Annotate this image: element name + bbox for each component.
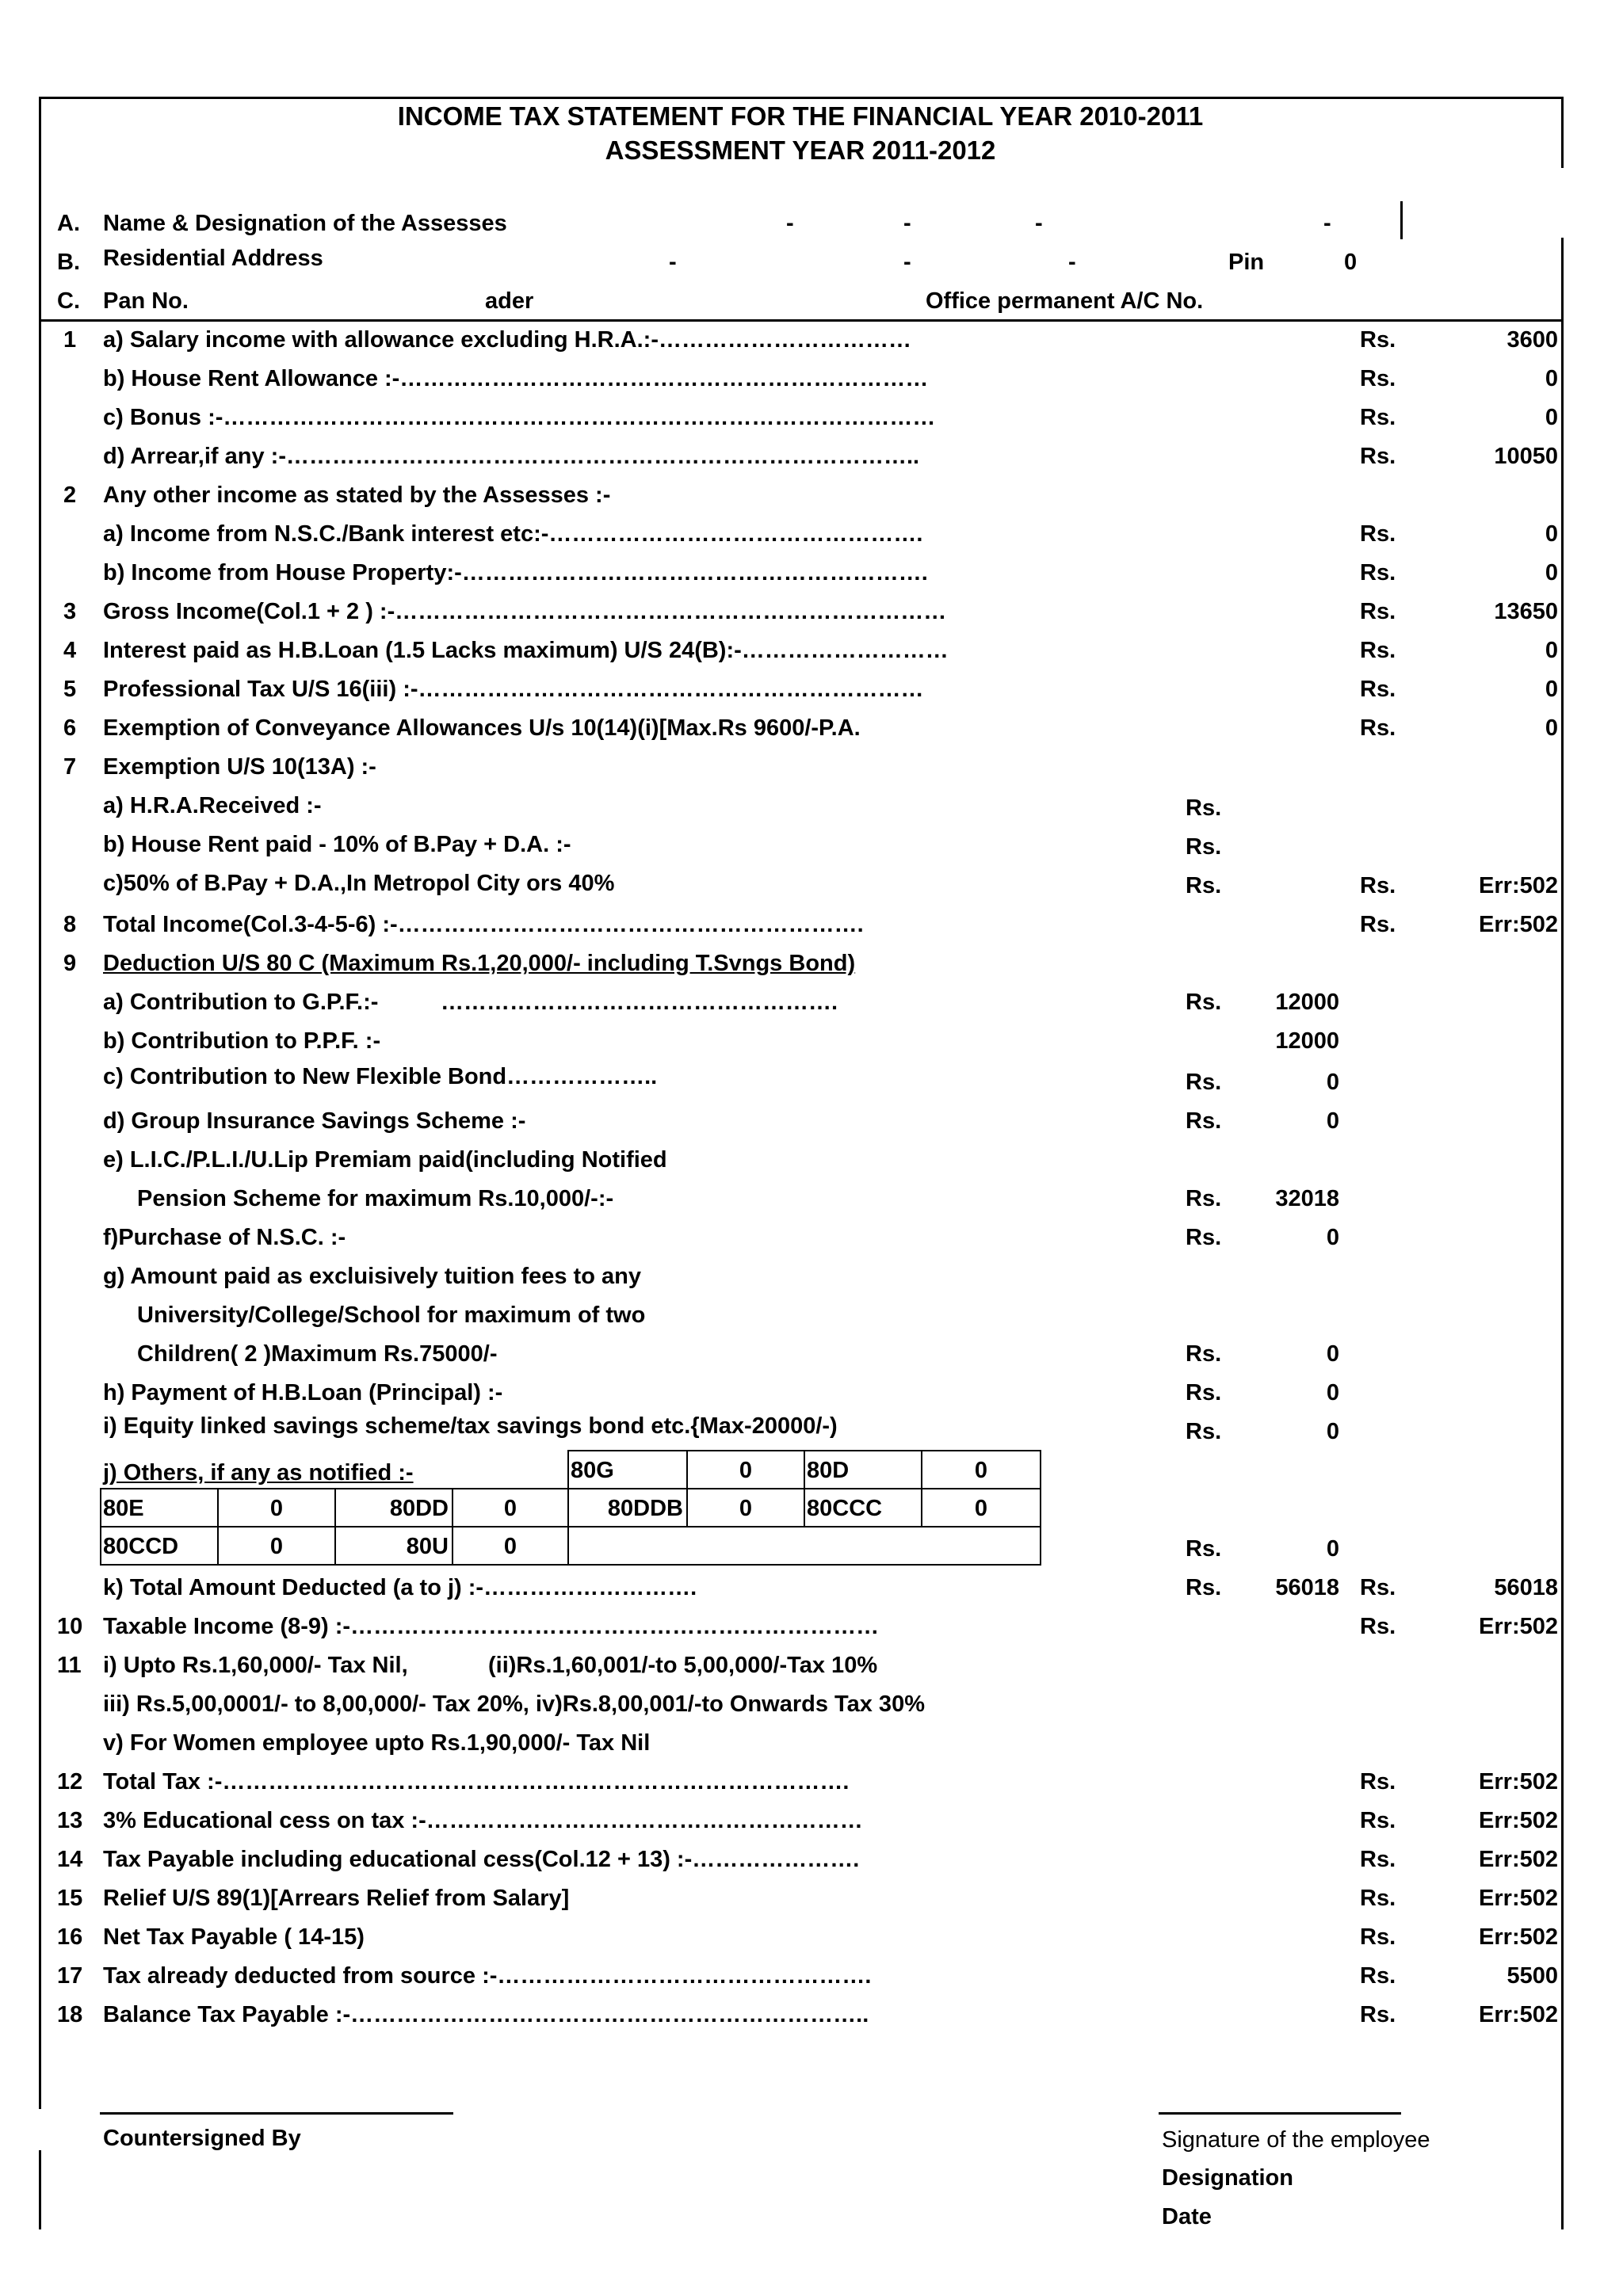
tuition-label: g) Amount paid as excluisively tuition fees to any xyxy=(103,1264,641,1289)
pan-value: ader xyxy=(485,288,534,314)
others-table-row3 xyxy=(100,1526,1041,1566)
section-b-letter: B. xyxy=(57,250,80,275)
others-cell: 80DD xyxy=(336,1489,453,1527)
gpf-value: 12000 xyxy=(1275,990,1339,1015)
hra-value: 0 xyxy=(1545,366,1558,391)
tax-payable-value: Err:502 xyxy=(1479,1847,1558,1872)
dash: - xyxy=(669,250,677,275)
others-cell: 80U xyxy=(336,1527,453,1566)
hb-loan-interest-label: Interest paid as H.B.Loan (1.5 Lacks maximum) U/S 24(B):-……………………… xyxy=(103,638,949,663)
currency-label: Rs. xyxy=(1360,1886,1396,1911)
row-number: 5 xyxy=(63,677,77,702)
nsc-purchase-label: f)Purchase of N.S.C. :- xyxy=(103,1225,346,1250)
currency-label: Rs. xyxy=(1360,1963,1396,1989)
others-cell: 0 xyxy=(688,1451,805,1489)
total-tax-label: Total Tax :-………………………………………………………………………. xyxy=(103,1769,850,1794)
group-insurance-value: 0 xyxy=(1326,1108,1339,1134)
dash: - xyxy=(1035,211,1043,236)
signature-label: Signature of the employee xyxy=(1162,2127,1430,2153)
row-number: 7 xyxy=(63,754,77,780)
deduction-80c-heading: Deduction U/S 80 C (Maximum Rs.1,20,000/- including T.Svngs Bond) xyxy=(103,951,856,976)
tuition-label-2: University/College/School for maximum of two xyxy=(137,1302,646,1328)
others-cell: 0 xyxy=(453,1489,569,1527)
currency-label: Rs. xyxy=(1186,795,1222,821)
currency-label: Rs. xyxy=(1360,521,1396,547)
section-c-letter: C. xyxy=(57,288,80,314)
pan-label: Pan No. xyxy=(103,288,189,314)
metro-value: Err:502 xyxy=(1479,873,1558,898)
others-cell: 80CCD xyxy=(101,1527,219,1566)
total-tax-value: Err:502 xyxy=(1479,1769,1558,1794)
row-number: 14 xyxy=(57,1847,83,1872)
currency-label: Rs. xyxy=(1360,560,1396,585)
currency-label: Rs. xyxy=(1360,677,1396,702)
row-number: 11 xyxy=(57,1653,82,1678)
row-number: 4 xyxy=(63,638,77,663)
others-cell: 0 xyxy=(219,1527,336,1566)
dash: - xyxy=(903,211,911,236)
arrear-label: d) Arrear,if any :-……………………………………………………………………….. xyxy=(103,444,920,469)
header-rule xyxy=(39,319,1564,322)
education-cess-label: 3% Educational cess on tax :-………………………………………………… xyxy=(103,1808,863,1833)
balance-tax-value: Err:502 xyxy=(1479,2002,1558,2027)
name-designation-label: Name & Designation of the Assesses xyxy=(103,211,507,236)
currency-label: Rs. xyxy=(1360,1575,1396,1600)
tax-payable-label: Tax Payable including educational cess(Col.12 + 13) :-…………………. xyxy=(103,1847,860,1872)
top-border xyxy=(39,97,1564,99)
right-border xyxy=(1561,238,1564,2229)
page-subtitle: ASSESSMENT YEAR 2011-2012 xyxy=(605,135,996,165)
education-cess-value: Err:502 xyxy=(1479,1808,1558,1833)
tuition-label-3: Children( 2 )Maximum Rs.75000/- xyxy=(137,1341,498,1367)
conveyance-value: 0 xyxy=(1545,715,1558,741)
page-title: INCOME TAX STATEMENT FOR THE FINANCIAL YEAR 2010-2011 xyxy=(397,101,1204,131)
header-divider-a xyxy=(1400,201,1403,239)
row-number: 3 xyxy=(63,599,77,624)
others-cell: 80CCC xyxy=(805,1489,922,1527)
others-label: j) Others, if any as notified :- xyxy=(103,1460,414,1486)
others-cell: 0 xyxy=(219,1489,336,1527)
currency-label: Rs. xyxy=(1360,2002,1396,2027)
rent-paid-label: b) House Rent paid - 10% of B.Pay + D.A. :- xyxy=(103,832,571,857)
row-number: 1 xyxy=(63,327,77,353)
group-insurance-label: d) Group Insurance Savings Scheme :- xyxy=(103,1108,526,1134)
gross-income-label: Gross Income(Col.1 + 2 ) :-……………………………………………………………… xyxy=(103,599,947,624)
elss-value: 0 xyxy=(1326,1419,1339,1444)
elss-label: i) Equity linked savings scheme/tax savings bond etc.{Max-20000/-) xyxy=(103,1413,838,1439)
metro-label: c)50% of B.Pay + D.A.,In Metropol City ors 40% xyxy=(103,871,615,896)
currency-label: Rs. xyxy=(1360,599,1396,624)
arrear-value: 10050 xyxy=(1494,444,1558,469)
relief-label: Relief U/S 89(1)[Arrears Relief from Salary] xyxy=(103,1886,570,1911)
taxable-income-value: Err:502 xyxy=(1479,1614,1558,1639)
others-cell: 0 xyxy=(974,1458,988,1483)
currency-label: Rs. xyxy=(1360,366,1396,391)
currency-label: Rs. xyxy=(1360,444,1396,469)
hra-label: b) House Rent Allowance :-…………………………………………………………… xyxy=(103,366,929,391)
others-cell: 0 xyxy=(453,1527,569,1566)
total-deducted-label: k) Total Amount Deducted (a to j) :-………………………. xyxy=(103,1575,697,1600)
nsc-interest-label: a) Income from N.S.C./Bank interest etc:-…………………………………………. xyxy=(103,521,923,547)
row-number: 13 xyxy=(57,1808,83,1833)
tds-label: Tax already deducted from source :-…………………………………………. xyxy=(103,1963,872,1989)
gpf-label: a) Contribution to G.P.F.:- xyxy=(103,990,379,1015)
dash: - xyxy=(903,250,911,275)
net-tax-label: Net Tax Payable ( 14-15) xyxy=(103,1924,365,1950)
nsc-purchase-value: 0 xyxy=(1326,1225,1339,1250)
house-property-label: b) Income from House Property:-……………………………………………………. xyxy=(103,560,928,585)
ppf-value: 12000 xyxy=(1275,1028,1339,1054)
row-number: 12 xyxy=(57,1769,83,1794)
bonus-value: 0 xyxy=(1545,405,1558,430)
tuition-value: 0 xyxy=(1326,1341,1339,1367)
balance-tax-label: Balance Tax Payable :-………………………………………………………….. xyxy=(103,2002,869,2027)
others-cell: 0 xyxy=(974,1496,988,1521)
row-number: 10 xyxy=(57,1614,83,1639)
currency-label: Rs. xyxy=(1186,1108,1222,1134)
currency-label: Rs. xyxy=(1360,873,1396,898)
dash: - xyxy=(786,211,794,236)
currency-label: Rs. xyxy=(1186,834,1222,860)
office-account-label: Office permanent A/C No. xyxy=(926,288,1204,314)
currency-label: Rs. xyxy=(1186,1070,1222,1095)
dash: - xyxy=(1068,250,1076,275)
taxable-income-label: Taxable Income (8-9) :-…………………………………………………………… xyxy=(103,1614,880,1639)
currency-label: Rs. xyxy=(1186,1536,1222,1562)
currency-label: Rs. xyxy=(1360,1808,1396,1833)
net-tax-value: Err:502 xyxy=(1479,1924,1558,1950)
currency-label: Rs. xyxy=(1186,1380,1222,1405)
currency-label: Rs. xyxy=(1186,990,1222,1015)
others-cell: 80D xyxy=(805,1451,922,1489)
conveyance-label: Exemption of Conveyance Allowances U/s 10(14)(i)[Max.Rs 9600/-P.A. xyxy=(103,715,861,741)
others-cell: 0 xyxy=(688,1489,805,1527)
lic-label: e) L.I.C./P.L.I./U.Lip Premiam paid(including Notified xyxy=(103,1147,667,1173)
house-property-value: 0 xyxy=(1545,560,1558,585)
lic-value: 32018 xyxy=(1275,1186,1339,1211)
hb-principal-value: 0 xyxy=(1326,1380,1339,1405)
total-deducted-mid: 56018 xyxy=(1275,1575,1339,1600)
currency-label: Rs. xyxy=(1360,405,1396,430)
exemption-label: Exemption U/S 10(13A) :- xyxy=(103,754,376,780)
hb-loan-interest-value: 0 xyxy=(1545,638,1558,663)
tds-value: 5500 xyxy=(1507,1963,1558,1989)
row-number: 8 xyxy=(63,912,77,937)
professional-tax-value: 0 xyxy=(1545,677,1558,702)
bonus-label: c) Bonus :-………………………………………………………………………………… xyxy=(103,405,936,430)
left-border xyxy=(39,97,41,2109)
flexible-bond-label: c) Contribution to New Flexible Bond……………….. xyxy=(103,1064,658,1089)
row-number: 6 xyxy=(63,715,77,741)
signature-line xyxy=(1159,2112,1401,2115)
pin-label: Pin xyxy=(1228,250,1265,275)
currency-label: Rs. xyxy=(1186,1419,1222,1444)
row-number: 15 xyxy=(57,1886,83,1911)
hb-principal-label: h) Payment of H.B.Loan (Principal) :- xyxy=(103,1380,503,1405)
gpf-dots: ……………………………………………. xyxy=(441,990,838,1015)
row-number: 9 xyxy=(63,951,77,976)
residential-address-label: Residential Address xyxy=(103,246,323,271)
total-income-value: Err:502 xyxy=(1479,912,1558,937)
flexible-bond-value: 0 xyxy=(1326,1070,1339,1095)
currency-label: Rs. xyxy=(1360,1924,1396,1950)
currency-label: Rs. xyxy=(1186,873,1222,898)
professional-tax-label: Professional Tax U/S 16(iii) :-………………………………………………………… xyxy=(103,677,924,702)
others-table-row2 xyxy=(100,1488,1041,1527)
currency-label: Rs. xyxy=(1360,912,1396,937)
salary-income-label: a) Salary income with allowance excluding H.R.A.:-…………………………… xyxy=(103,327,911,353)
slab-women-label: v) For Women employee upto Rs.1,90,000/- Tax Nil xyxy=(103,1730,651,1756)
currency-label: Rs. xyxy=(1360,1614,1396,1639)
currency-label: Rs. xyxy=(1186,1186,1222,1211)
gross-income-value: 13650 xyxy=(1494,599,1558,624)
countersigned-label: Countersigned By xyxy=(103,2126,301,2151)
others-cell: 80G xyxy=(569,1451,688,1489)
nsc-interest-value: 0 xyxy=(1545,521,1558,547)
salary-income-value: 3600 xyxy=(1507,327,1558,353)
slab-3-label: iii) Rs.5,00,0001/- to 8,00,000/- Tax 20%, iv)Rs.8,00,001/-to Onwards Tax 30% xyxy=(103,1691,925,1717)
pin-value: 0 xyxy=(1344,250,1358,275)
others-cell: 80DDB xyxy=(569,1489,688,1527)
countersign-line xyxy=(100,2112,453,2115)
relief-value: Err:502 xyxy=(1479,1886,1558,1911)
slab-2-label: (ii)Rs.1,60,001/-to 5,00,000/-Tax 10% xyxy=(488,1653,878,1678)
section-a-letter: A. xyxy=(57,211,80,236)
total-income-label: Total Income(Col.3-4-5-6) :-……………………………………………………. xyxy=(103,912,864,937)
currency-label: Rs. xyxy=(1360,1769,1396,1794)
date-label: Date xyxy=(1162,2204,1212,2229)
designation-label: Designation xyxy=(1162,2165,1293,2191)
ppf-label: b) Contribution to P.P.F. :- xyxy=(103,1028,381,1054)
currency-label: Rs. xyxy=(1186,1341,1222,1367)
others-value: 0 xyxy=(1326,1536,1339,1562)
dash: - xyxy=(1323,211,1331,236)
slab-1-label: i) Upto Rs.1,60,000/- Tax Nil, xyxy=(103,1653,408,1678)
hra-received-label: a) H.R.A.Received :- xyxy=(103,793,322,818)
others-cell: 80E xyxy=(101,1489,219,1527)
currency-label: Rs. xyxy=(1360,327,1396,353)
others-table-row1 xyxy=(567,1450,1041,1489)
total-deducted-value: 56018 xyxy=(1494,1575,1558,1600)
currency-label: Rs. xyxy=(1186,1575,1222,1600)
other-income-label: Any other income as stated by the Assesses :- xyxy=(103,482,611,508)
pension-label: Pension Scheme for maximum Rs.10,000/-:- xyxy=(137,1186,614,1211)
row-number: 18 xyxy=(57,2002,83,2027)
row-number: 2 xyxy=(63,482,77,508)
row-number: 16 xyxy=(57,1924,83,1950)
currency-label: Rs. xyxy=(1360,715,1396,741)
left-border-lower xyxy=(39,2150,41,2229)
currency-label: Rs. xyxy=(1360,638,1396,663)
currency-label: Rs. xyxy=(1186,1225,1222,1250)
currency-label: Rs. xyxy=(1360,1847,1396,1872)
row-number: 17 xyxy=(57,1963,83,1989)
